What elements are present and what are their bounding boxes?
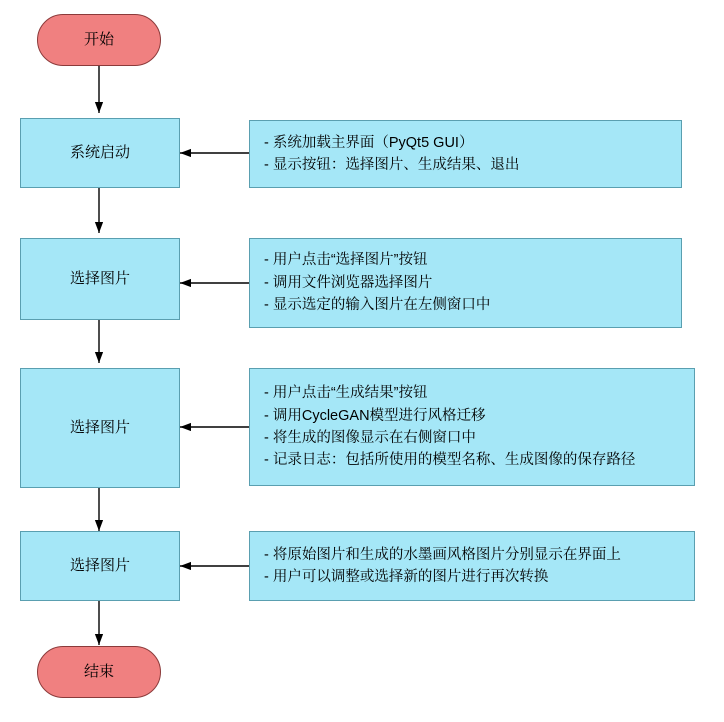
note-line: - 用户点击“选择图片”按钮 [264, 252, 428, 269]
note-line: - 调用文件浏览器选择图片 [264, 274, 433, 291]
note-line: - 将生成的图像显示在右侧窗口中 [264, 430, 476, 446]
node-system-startup[interactable] [20, 118, 180, 188]
note-line: - 调用CycleGAN模型进行风格迁移 [264, 407, 486, 424]
note-select-image [249, 238, 682, 328]
note-line: - 记录日志：包括所使用的模型名称、生成图像的保存路径 [264, 452, 636, 469]
node-select-image-3-label: 选择图片 [69, 557, 130, 575]
node-select-image-2-label: 选择图片 [69, 419, 130, 437]
node-system-startup-label: 系统启动 [69, 144, 130, 162]
note-generate-result [249, 368, 695, 486]
node-select-image-1-label: 选择图片 [69, 270, 130, 288]
note-line: - 系统加载主界面（PyQt5 GUI） [264, 134, 474, 151]
note-line: - 用户可以调整或选择新的图片进行再次转换 [264, 569, 549, 585]
node-select-image-3[interactable] [20, 531, 180, 601]
node-start[interactable] [37, 14, 161, 66]
node-select-image-2[interactable] [20, 368, 180, 488]
note-display-result [249, 531, 695, 601]
node-end-label: 结束 [83, 663, 114, 681]
note-line: - 将原始图片和生成的水墨画风格图片分别显示在界面上 [264, 546, 621, 563]
note-line: - 显示选定的输入图片在左侧窗口中 [264, 297, 491, 314]
node-end[interactable] [37, 646, 161, 698]
node-start-label: 开始 [83, 31, 114, 49]
note-line: - 显示按钮：选择图片、生成结果、退出 [264, 157, 520, 173]
node-select-image-1[interactable] [20, 238, 180, 320]
note-line: - 用户点击“生成结果”按钮 [264, 385, 428, 402]
note-system-startup [249, 120, 682, 188]
